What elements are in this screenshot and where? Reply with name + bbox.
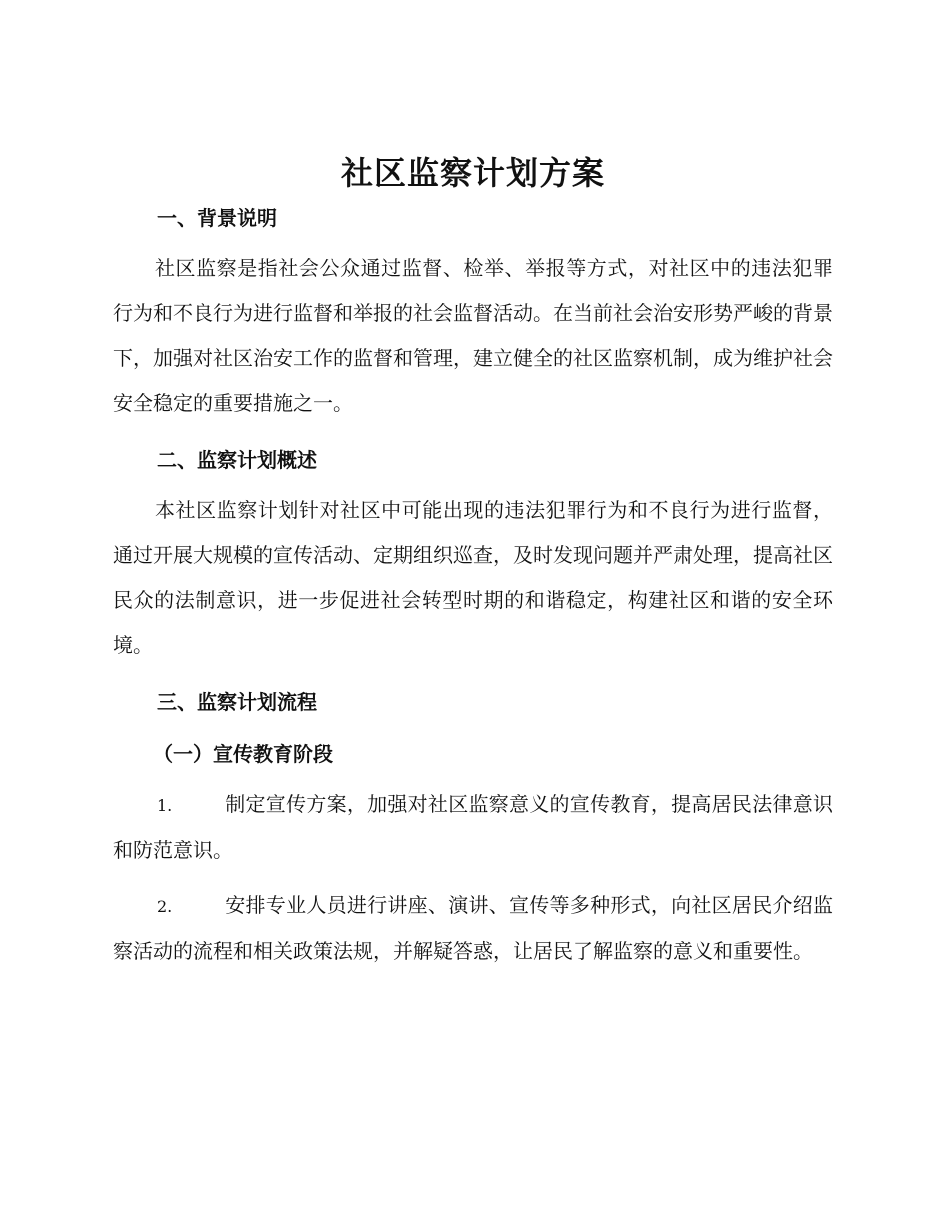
section-heading-overview: 二、监察计划概述	[157, 448, 317, 472]
list-item-number: 1.	[157, 796, 173, 815]
section-heading-background: 一、背景说明	[157, 206, 277, 230]
section-paragraph-background: 社区监察是指社会公众通过监督、检举、举报等方式，对社区中的违法犯罪行为和不良行为进行监督和举报的社会监督活动。在当前社会治安形势严峻的背景下，加强对社区治安工作的监督和管理，建立健全的社区监察机制，成为维护社会安全稳定的重要措施之一。	[113, 256, 833, 415]
section-heading-process: 三、监察计划流程	[157, 690, 317, 714]
list-item-text: 制定宣传方案，加强对社区监察意义的宣传教育，提高居民法律意识和防范意识。	[113, 792, 833, 862]
list-item	[113, 883, 833, 974]
subsection-heading-publicity: （一）宣传教育阶段	[153, 742, 333, 766]
section-paragraph-overview: 本社区监察计划针对社区中可能出现的违法犯罪行为和不良行为进行监督，通过开展大规模的宣传活动、定期组织巡查，及时发现问题并严肃处理，提高社区民众的法制意识，进一步促进社会转型时期的和谐稳定，构建社区和谐的安全环境。	[113, 498, 833, 657]
list-item	[113, 782, 833, 873]
document-body	[113, 150, 833, 974]
document-title: 社区监察计划方案	[340, 154, 605, 192]
list-item-text: 安排专业人员进行讲座、演讲、宣传等多种形式，向社区居民介绍监察活动的流程和相关政策法规，并解疑答惑，让居民了解监察的意义和重要性。	[113, 893, 833, 963]
list-item-number: 2.	[157, 897, 173, 916]
